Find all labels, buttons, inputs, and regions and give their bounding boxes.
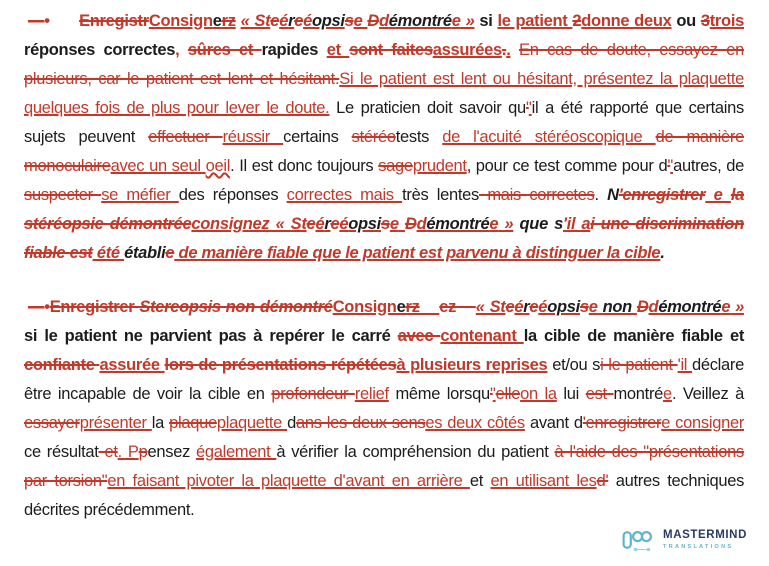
text-run: e [588, 298, 598, 316]
text-run: d [379, 12, 389, 30]
text-run: également [196, 443, 277, 461]
text-run: . [501, 41, 507, 59]
text-run: profondeur [271, 385, 355, 403]
text-run: si le patient ne parvient pas à repérer le carré [24, 327, 398, 345]
text-run: ' [670, 157, 674, 175]
text-run: D [404, 215, 417, 233]
text-run: contenant [440, 327, 524, 345]
text-run: » [498, 215, 514, 233]
text-run: tests [395, 128, 443, 146]
text-run: la [151, 414, 170, 432]
text-run: établi [124, 244, 166, 262]
text-run: réponses correctes [24, 41, 176, 59]
text-run: assurée [99, 356, 165, 374]
text-run: e [306, 215, 316, 233]
paragraph-stereopsis-not-demonstrated [24, 293, 744, 525]
text-run: 'il a [563, 215, 591, 233]
text-run: . [594, 186, 608, 204]
text-run: que s [513, 215, 564, 233]
text-run: déclare être incapable de voir la cible en [24, 356, 745, 403]
text-run: mais correctes [479, 186, 595, 204]
text-run: — [28, 12, 45, 30]
text-run: certains [283, 128, 352, 146]
text-run: avant d [524, 414, 583, 432]
text-run: 'enregistrer [582, 414, 662, 432]
text-run: réussir [222, 128, 284, 146]
text-run: s [344, 12, 354, 30]
text-run: émontré [426, 215, 490, 233]
text-run: 3 [700, 12, 710, 30]
text-run: à l'aide des "présentations par torsion" [24, 443, 744, 490]
paragraph-stereopsis-demonstrated [24, 7, 744, 268]
mastermind-logo [622, 530, 747, 554]
text-run: p [138, 443, 148, 461]
text-run: à vérifier la compréhension du patient [276, 443, 555, 461]
text-run: de l'acuité stéréoscopique [442, 128, 656, 146]
text-run: donne deux [581, 12, 672, 30]
text-run: oeil [205, 157, 231, 175]
text-run [50, 12, 79, 30]
text-run: ' [528, 99, 532, 117]
text-run: ' [667, 157, 671, 175]
text-run: lui [556, 385, 586, 403]
text-run: et/ou s [547, 356, 601, 374]
text-run: é [303, 12, 312, 30]
text-run: on la [520, 385, 557, 403]
infinity-capsule-icon [622, 530, 658, 554]
text-run: i une discrimination fiable est [24, 215, 744, 262]
text-run: D [636, 298, 649, 316]
text-run: é [514, 298, 524, 316]
text-run: confiante [24, 356, 100, 374]
text-run: es deux côtés [425, 414, 525, 432]
text-run: et [469, 472, 491, 490]
text-run: Consign [332, 298, 397, 316]
text-run: Le praticien doit savoir qu [329, 99, 526, 117]
text-run: . Il est donc toujours [230, 157, 379, 175]
text-run: r [324, 215, 331, 233]
text-run: — [28, 298, 45, 316]
text-run: rapides [261, 41, 319, 59]
text-run: prudent [412, 157, 467, 175]
text-run: e [529, 298, 539, 316]
text-run: ce résultat [24, 443, 99, 461]
text-run: e [165, 244, 175, 262]
text-run: autres, de [673, 157, 744, 175]
text-run: opsi [311, 12, 345, 30]
text-run: ensez [147, 443, 197, 461]
text-run: plaque [169, 414, 217, 432]
text-run: é [538, 298, 548, 316]
text-run: ' [525, 99, 529, 117]
text-run [179, 41, 188, 59]
text-run: Si le patient est lent ou hésitant, présentez la plaquette quelques fois de plus pour lever le doute. [24, 70, 744, 117]
text-run: montré [613, 385, 664, 403]
text-run: » [730, 298, 745, 316]
text-run: e [396, 298, 406, 316]
text-run: émontré [388, 12, 452, 30]
text-run: stéréo [351, 128, 396, 146]
text-run: la plaquette d'avant en arrière [241, 472, 470, 490]
text-run: r [523, 298, 530, 316]
text-run: de manière monoculaire [24, 128, 744, 175]
text-run: opsi [348, 215, 381, 233]
text-run: de manière fiable que le patient est parvenu à distinguer la cible [174, 244, 661, 262]
text-run: e [212, 12, 222, 30]
text-run [318, 41, 327, 59]
text-run: s [380, 215, 390, 233]
text-run: ou [671, 12, 701, 30]
text-run [511, 41, 520, 59]
text-run: e [330, 215, 340, 233]
logo-brand-name: MASTERMIND [663, 529, 747, 541]
text-run: correctes mais [286, 186, 403, 204]
text-run: sont faites [349, 41, 433, 59]
text-run: plaquette [216, 414, 288, 432]
text-run: autres techniques décrites précédemment. [24, 472, 745, 519]
text-run: ' [489, 385, 493, 403]
text-run: Enregistrer [49, 298, 140, 316]
text-run: . [660, 244, 665, 262]
text-run: • [44, 298, 50, 316]
text-run: 2 [572, 12, 582, 30]
text-run: sûres et [187, 41, 262, 59]
text-run: trois [709, 12, 744, 30]
text-run: e [451, 12, 461, 30]
text-run: r [288, 12, 295, 30]
text-run: • [44, 12, 50, 30]
text-run: ans les deux sens [296, 414, 426, 432]
text-run: essayer [24, 414, 80, 432]
text-run: Enregistr [79, 12, 149, 30]
text-run: effectuer [148, 128, 223, 146]
text-run: présenter [79, 414, 152, 432]
text-run: et [98, 443, 118, 461]
text-run: en utilisant les [490, 472, 597, 490]
text-run: e [721, 298, 731, 316]
text-run: est [585, 385, 614, 403]
text-run: d [287, 414, 297, 432]
text-run: . [506, 41, 511, 59]
text-run: e [705, 186, 731, 204]
text-run: sage [378, 157, 413, 175]
text-run: avec [397, 327, 441, 345]
text-run: Consign [148, 12, 213, 30]
logo-subtitle: TRANSLATIONS [663, 543, 734, 550]
text-run: , pour ce test comme pour d [466, 157, 668, 175]
text-run: e [389, 215, 399, 233]
text-run: 'enregistrer [618, 186, 706, 204]
text-run: opsi [547, 298, 580, 316]
text-run: é [279, 12, 289, 30]
text-run: . P [117, 443, 139, 461]
text-run: très lentes [402, 186, 479, 204]
text-run: se méfier [101, 186, 179, 204]
text-run: relief [354, 385, 389, 403]
text-run: rz [405, 298, 420, 316]
text-run: . Veillez à [671, 385, 745, 403]
text-run: « St [475, 298, 506, 316]
text-run: é [339, 215, 349, 233]
text-run: il a été rapporté que certains sujets peuvent [24, 99, 744, 146]
text-run [456, 298, 476, 316]
text-run: e [663, 385, 672, 403]
text-run: i le patient [600, 356, 678, 374]
text-run: , [175, 41, 180, 59]
text-run: 'il [677, 356, 692, 374]
text-run: e [353, 12, 363, 30]
text-run: e [661, 414, 676, 432]
text-run: des réponses [178, 186, 287, 204]
text-run: d [416, 215, 427, 233]
text-run: le patient [497, 12, 573, 30]
text-run: si [474, 12, 498, 30]
text-run: émontré [658, 298, 722, 316]
text-run: lors de présentations répétées [164, 356, 397, 374]
text-run: d [648, 298, 659, 316]
text-run: rz [221, 12, 236, 30]
logo-text [663, 530, 747, 550]
text-run: Stereopsis non démontré [139, 298, 333, 316]
text-run: en faisant pivoter [107, 472, 242, 490]
text-run [420, 298, 440, 316]
text-run: En cas de doute, essayez en plusieurs, car le patient est lent et hésitant. [24, 41, 744, 88]
text-run: N [607, 186, 619, 204]
text-run: même lorsqu [388, 385, 490, 403]
text-run: é [315, 215, 325, 233]
text-run: D [367, 12, 380, 30]
text-run: elle [495, 385, 521, 403]
text-run: avec un seul [110, 157, 206, 175]
text-run: ' [492, 385, 496, 403]
text-run: non [602, 298, 632, 316]
text-run: e [270, 12, 280, 30]
text-run: la stéréopsie démontrée [24, 186, 745, 233]
text-run: e [505, 298, 515, 316]
text-run: e [489, 215, 499, 233]
text-run: « St [240, 12, 271, 30]
text-run: ez [439, 298, 457, 316]
text-run: et [326, 41, 350, 59]
text-run: la cible de manière fiable et [523, 327, 745, 345]
text-run: s [579, 298, 589, 316]
text-run: été [92, 244, 125, 262]
text-run: e [294, 12, 304, 30]
text-run: consigner [675, 414, 745, 432]
text-run: assurées [432, 41, 502, 59]
text-run: suspecter [24, 186, 102, 204]
text-run: d' [596, 472, 609, 490]
text-run: » [460, 12, 475, 30]
text-run: à plusieurs reprises [396, 356, 548, 374]
text-run: consignez « St [191, 215, 307, 233]
